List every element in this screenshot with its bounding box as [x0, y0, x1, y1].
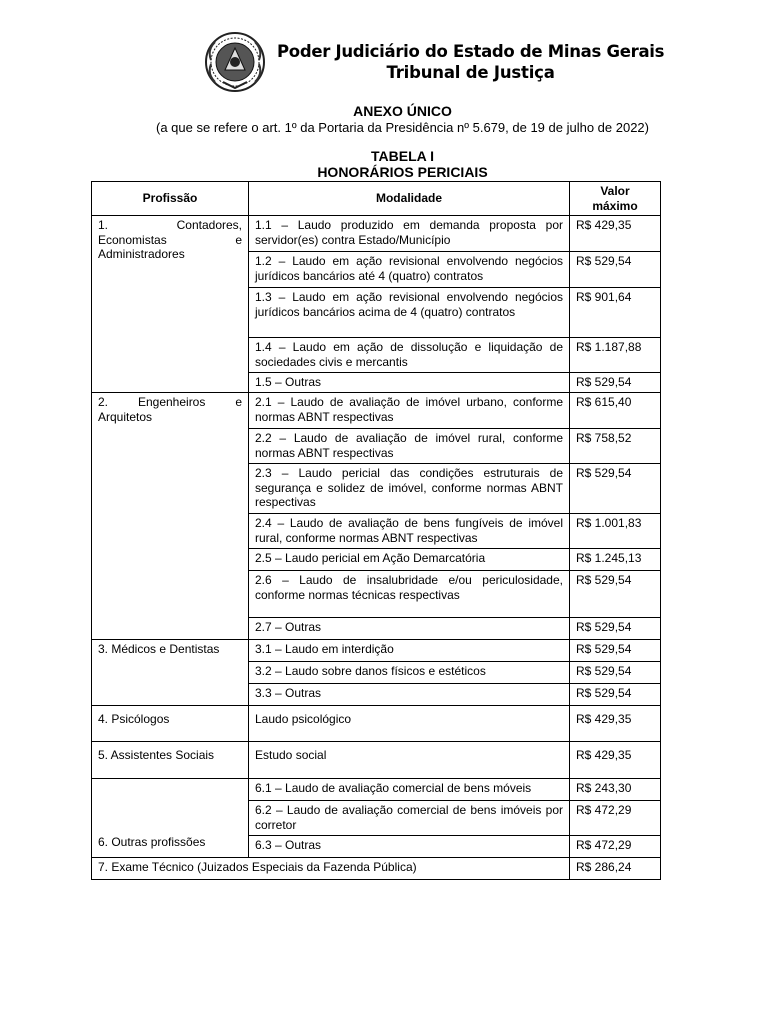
table-row [92, 706, 661, 742]
header-valor: Valor máximo [570, 182, 661, 216]
header-profissao: Profissão [92, 182, 249, 216]
table-title [0, 148, 768, 180]
modality-cell: 3.2 – Laudo sobre danos físicos e estéticos [249, 662, 570, 684]
header-line-2: Tribunal de Justiça [386, 63, 555, 82]
modality-cell: 3.1 – Laudo em interdição [249, 640, 570, 662]
value-cell: R$ 615,40 [570, 393, 661, 429]
modality-cell: 2.3 – Laudo pericial das condições estruturais de segurança e solidez de imóvel, conforme normas ABNT respectivas [249, 464, 570, 514]
value-cell: R$ 286,24 [570, 858, 661, 880]
modality-cell: 2.6 – Laudo de insalubridade e/ou periculosidade, conforme normas técnicas respectivas [249, 571, 570, 618]
modality-cell: 2.1 – Laudo de avaliação de imóvel urbano, conforme normas ABNT respectivas [249, 393, 570, 429]
header-line-1: Poder Judiciário do Estado de Minas Gerais [277, 42, 665, 61]
value-cell: R$ 529,54 [570, 252, 661, 288]
header-title-block [277, 41, 664, 83]
footer-label-cell: 7. Exame Técnico (Juizados Especiais da Fazenda Pública) [92, 858, 570, 880]
table-row [92, 742, 661, 779]
value-cell: R$ 429,35 [570, 742, 661, 779]
table-row [92, 779, 661, 801]
value-cell: R$ 529,54 [570, 640, 661, 662]
modality-cell: 1.2 – Laudo em ação revisional envolvendo negócios jurídicos bancários até 4 (quatro) contratos [249, 252, 570, 288]
value-cell: R$ 529,54 [570, 571, 661, 618]
value-cell: R$ 472,29 [570, 836, 661, 858]
value-cell: R$ 758,52 [570, 429, 661, 464]
header-modalidade: Modalidade [249, 182, 570, 216]
table-row [92, 216, 661, 252]
value-cell: R$ 529,54 [570, 373, 661, 393]
page-header [203, 30, 664, 94]
profession-cell: 5. Assistentes Sociais [92, 742, 249, 779]
profession-cell: 4. Psicólogos [92, 706, 249, 742]
table-title-line-2: HONORÁRIOS PERICIAIS [317, 164, 488, 180]
profession-cell: 3. Médicos e Dentistas [92, 640, 249, 706]
value-cell: R$ 529,54 [570, 662, 661, 684]
table-header-row [92, 182, 661, 216]
modality-cell: Estudo social [249, 742, 570, 779]
value-cell: R$ 529,54 [570, 618, 661, 640]
value-cell: R$ 901,64 [570, 288, 661, 338]
fees-table [91, 181, 661, 880]
value-cell: R$ 429,35 [570, 216, 661, 252]
modality-cell: 2.4 – Laudo de avaliação de bens fungíveis de imóvel rural, conforme normas ABNT respectivas [249, 514, 570, 549]
modality-cell: 1.1 – Laudo produzido em demanda proposta por servidor(es) contra Estado/Município [249, 216, 570, 252]
value-cell: R$ 429,35 [570, 706, 661, 742]
annex-subtitle: (a que se refere o art. 1º da Portaria da Presidência nº 5.679, de 19 de julho de 2022) [156, 120, 649, 135]
table-title-line-1: TABELA I [371, 148, 434, 164]
annex-title: ANEXO ÚNICO [353, 103, 452, 119]
value-cell: R$ 529,54 [570, 684, 661, 706]
table-row [92, 640, 661, 662]
coat-of-arms-seal-icon [203, 30, 267, 94]
value-cell: R$ 529,54 [570, 464, 661, 514]
value-cell: R$ 472,29 [570, 801, 661, 836]
modality-cell: 1.4 – Laudo em ação de dissolução e liquidação de sociedades civis e mercantis [249, 338, 570, 373]
modality-cell: 6.2 – Laudo de avaliação comercial de bens imóveis por corretor [249, 801, 570, 836]
modality-cell: 3.3 – Outras [249, 684, 570, 706]
modality-cell: 1.5 – Outras [249, 373, 570, 393]
modality-cell: Laudo psicológico [249, 706, 570, 742]
value-cell: R$ 1.187,88 [570, 338, 661, 373]
modality-cell: 6.1 – Laudo de avaliação comercial de bens móveis [249, 779, 570, 801]
modality-cell: 2.2 – Laudo de avaliação de imóvel rural, conforme normas ABNT respectivas [249, 429, 570, 464]
profession-cell: 1. Contadores, Economistas e Administradores [92, 216, 249, 393]
profession-cell: 6. Outras profissões [92, 779, 249, 858]
modality-cell: 2.7 – Outras [249, 618, 570, 640]
table-row [92, 393, 661, 429]
modality-cell: 1.3 – Laudo em ação revisional envolvendo negócios jurídicos bancários acima de 4 (quatro) contratos [249, 288, 570, 338]
profession-cell: 2. Engenheiros e Arquitetos [92, 393, 249, 640]
modality-cell: 6.3 – Outras [249, 836, 570, 858]
value-cell: R$ 1.001,83 [570, 514, 661, 549]
value-cell: R$ 243,30 [570, 779, 661, 801]
modality-cell: 2.5 – Laudo pericial em Ação Demarcatória [249, 549, 570, 571]
value-cell: R$ 1.245,13 [570, 549, 661, 571]
table-row [92, 858, 661, 880]
